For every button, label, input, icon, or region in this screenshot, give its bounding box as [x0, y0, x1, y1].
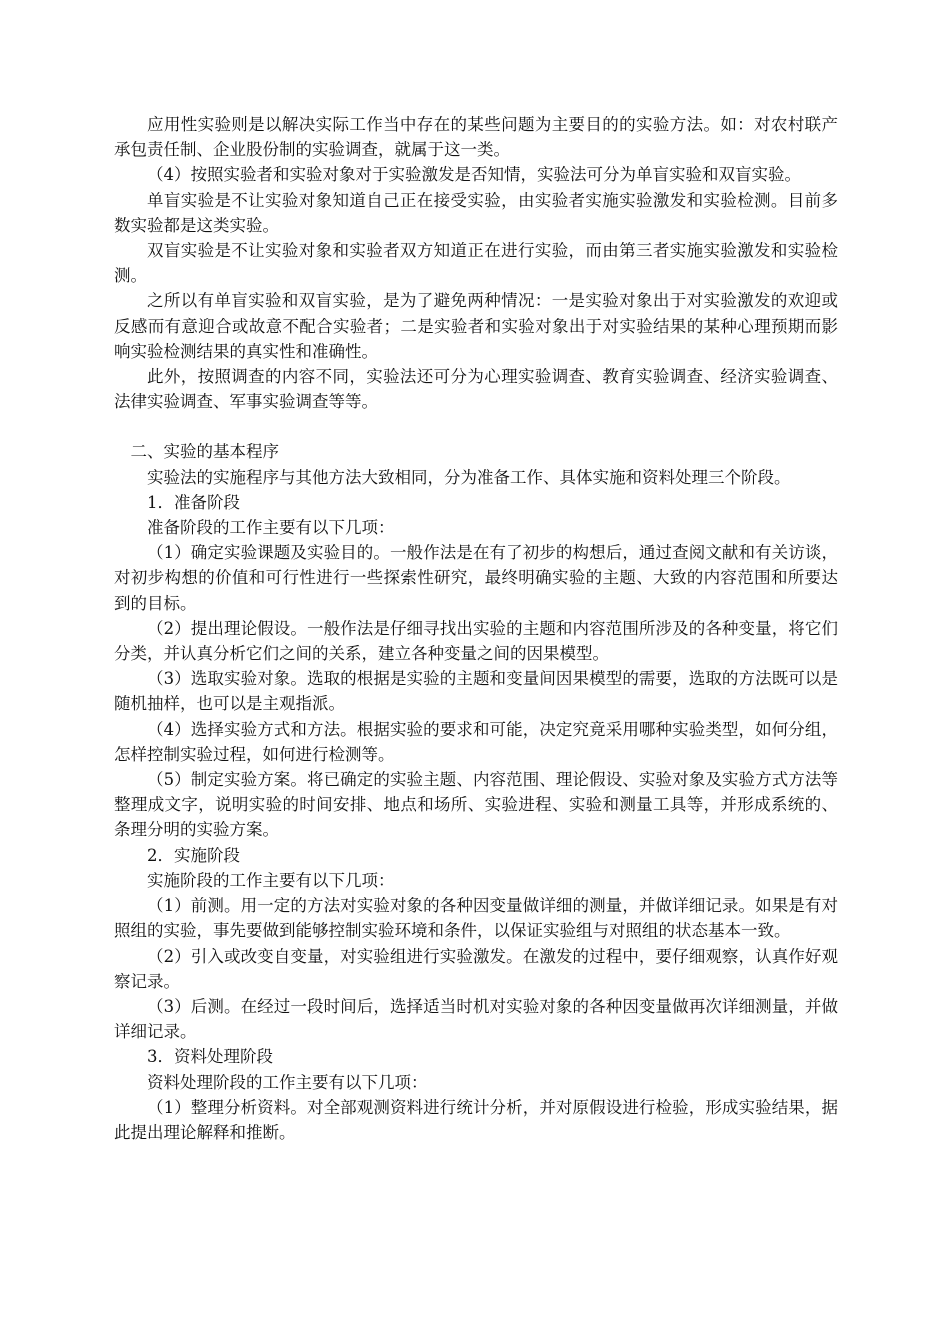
paragraph-double-blind: 双盲实验是不让实验对象和实验者双方知道正在进行实验，而由第三者实施实验激发和实验检测。: [114, 241, 838, 286]
list-item-prep-3: （3）选取实验对象。选取的根据是实验的主题和变量间因果模型的需要，选取的方法既可以是随机抽样，也可以是主观指派。: [114, 669, 838, 714]
subheading-preparation: 1．准备阶段: [147, 492, 240, 512]
list-item-prep-2: （2）提出理论假设。一般作法是仔细寻找出实验的主题和内容范围所涉及的各种变量，将它们分类，并认真分析它们之间的关系，建立各种变量之间的因果模型。: [114, 618, 838, 664]
list-item-prep-5: （5）制定实验方案。将已确定的实验主题、内容范围、理论假设、实验对象及实验方式方法等整理成文字，说明实验的时间安排、地点和场所、实验进程、实验和测量工具等，并形成系统的、条理分明的实验方案。: [114, 770, 838, 840]
paragraph-content-types: 此外，按照调查的内容不同，实验法还可分为心理实验调查、教育实验调查、经济实验调查、法律实验调查、军事实验调查等等。: [114, 367, 838, 412]
list-item-prep-1: （1）确定实验课题及实验目的。一般作法是在有了初步的构想后，通过查阅文献和有关访谈，对初步构想的价值和可行性进行一些探索性研究，最终明确实验的主题、大致的内容范围和所要达到的目标。: [114, 543, 838, 613]
list-item-impl-2: （2）引入或改变自变量，对实验组进行实验激发。在激发的过程中，要仔细观察，认真作好观察记录。: [114, 946, 838, 991]
paragraph-blind-reason: 之所以有单盲实验和双盲实验，是为了避免两种情况：一是实验对象出于对实验激发的欢迎或反感而有意迎合或故意不配合实验者；二是实验者和实验对象出于对实验结果的某种心理预期而影响实验检测结果的真实性和准确性。: [114, 291, 838, 361]
section-heading: 二、实验的基本程序: [130, 442, 279, 462]
paragraph-single-double-blind: （4）按照实验者和实验对象对于实验激发是否知情，实验法可分为单盲实验和双盲实验。: [147, 165, 801, 185]
paragraph-single-blind: 单盲实验是不让实验对象知道自己正在接受实验，由实验者实施实验激发和实验检测。目前多数实验都是这类实验。: [114, 190, 838, 235]
subheading-implementation: 2．实施阶段: [147, 845, 240, 865]
paragraph-preparation-intro: 准备阶段的工作主要有以下几项：: [147, 518, 395, 538]
subheading-data-processing: 3．资料处理阶段: [147, 1047, 273, 1067]
paragraph-applied-experiment: 应用性实验则是以解决实际工作当中存在的某些问题为主要目的的实验方法。如：对农村联产承包责任制、企业股份制的实验调查，就属于这一类。: [114, 115, 838, 160]
paragraph-procedure-intro: 实验法的实施程序与其他方法大致相同，分为准备工作、具体实施和资料处理三个阶段。: [147, 467, 791, 487]
paragraph-implementation-intro: 实施阶段的工作主要有以下几项：: [147, 870, 395, 890]
list-item-prep-4: （4）选择实验方式和方法。根据实验的要求和可能，决定究竟采用哪种实验类型，如何分组，怎样控制实验过程，如何进行检测等。: [114, 719, 838, 764]
list-item-impl-3: （3）后测。在经过一段时间后，选择适当时机对实验对象的各种因变量做再次详细测量，并做详细记录。: [114, 996, 838, 1042]
paragraph-data-processing-intro: 资料处理阶段的工作主要有以下几项：: [147, 1072, 428, 1092]
document-page: [114, 112, 838, 1145]
list-item-data-1: （1）整理分析资料。对全部观测资料进行统计分析，并对原假设进行检验，形成实验结果，据此提出理论解释和推断。: [114, 1097, 838, 1142]
list-item-impl-1: （1）前测。用一定的方法对实验对象的各种因变量做详细的测量，并做详细记录。如果是有对照组的实验，事先要做到能够控制实验环境和条件，以保证实验组与对照组的状态基本一致。: [114, 896, 838, 941]
